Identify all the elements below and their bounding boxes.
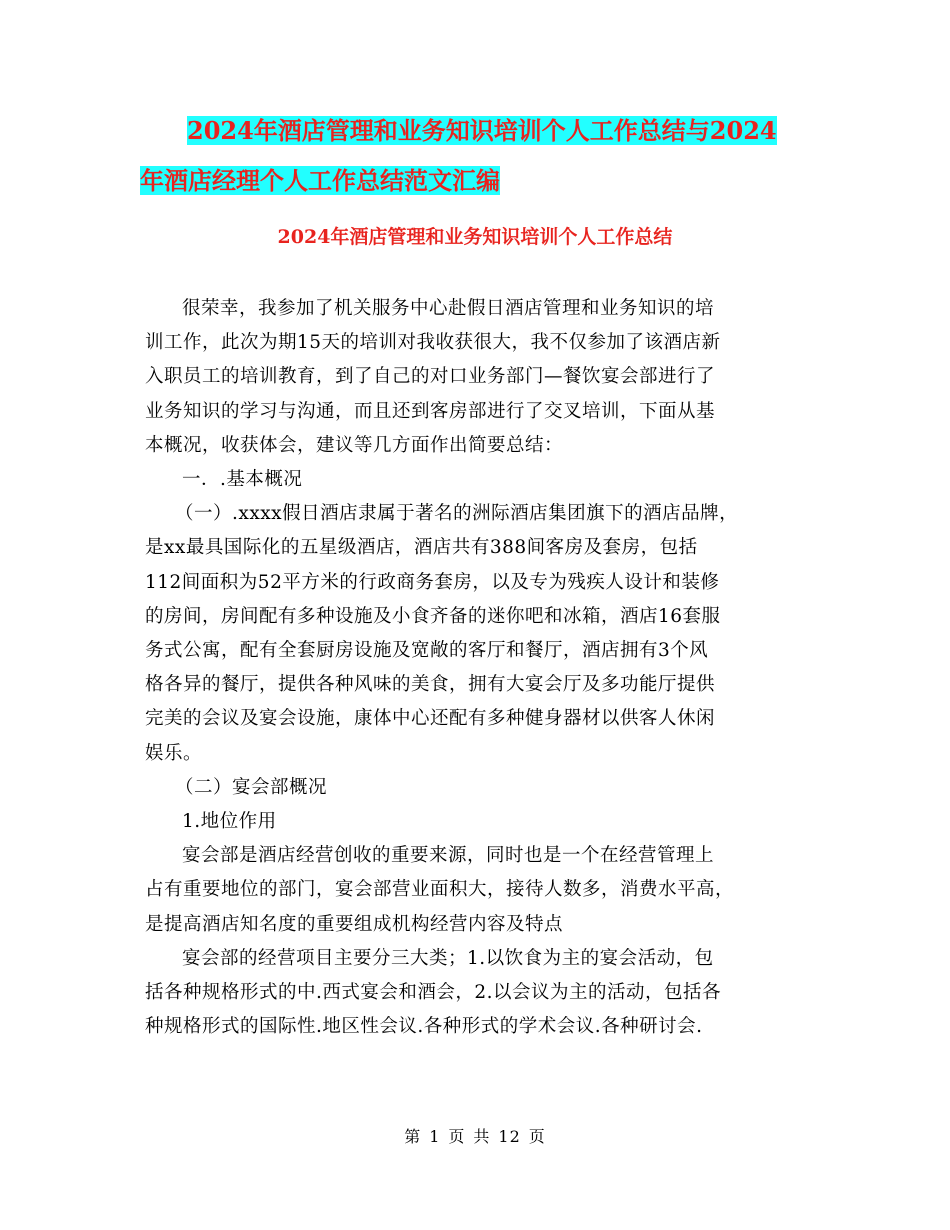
paragraph-line: 很荣幸，我参加了机关服务中心赴假日酒店管理和业务知识的培	[182, 298, 715, 319]
paragraph-line: 是xx最具国际化的五星级酒店，酒店共有388间客房及套房，包括	[145, 537, 698, 559]
section-heading: 1.地位作用	[182, 811, 277, 833]
page-unit: 页	[448, 1127, 466, 1146]
page-footer	[0, 1125, 950, 1149]
title-line-1: 2024年酒店管理和业务知识培训个人工作总结与2024	[187, 116, 777, 145]
paragraph-line: 宴会部是酒店经营创收的重要来源，同时也是一个在经营管理上	[182, 845, 715, 867]
paragraph-line: 的房间，房间配有多种设施及小食齐备的迷你吧和冰箱，酒店16套服	[145, 605, 721, 627]
section-heading: 一．.基本概况	[182, 469, 303, 491]
total-label: 共	[473, 1127, 491, 1146]
page-number: 1	[429, 1127, 441, 1146]
paragraph-line: 入职员工的培训教育，到了自己的对口业务部门—餐饮宴会部进行了	[145, 366, 716, 388]
section-title: 2024年酒店管理和业务知识培训个人工作总结	[277, 226, 673, 248]
document-body	[145, 292, 835, 1044]
paragraph-line: 格各异的餐厅，提供各种风味的美食，拥有大宴会厅及多功能厅提供	[145, 674, 716, 696]
document-title	[140, 106, 840, 206]
paragraph-line: 本概况，收获体会，建议等几方面作出简要总结：	[145, 434, 564, 456]
paragraph-line: （一）.xxxx假日酒店隶属于著名的洲际酒店集团旗下的酒店品牌，	[175, 503, 739, 525]
paragraph-line: 业务知识的学习与沟通，而且还到客房部进行了交叉培训，下面从基	[145, 400, 716, 422]
paragraph-line: 种规格形式的国际性.地区性会议.各种形式的学术会议.各种研讨会.	[145, 1016, 703, 1038]
paragraph-line: 是提高酒店知名度的重要组成机构经营内容及特点	[145, 913, 564, 935]
paragraph-line: 宴会部的经营项目主要分三大类；1.以饮食为主的宴会活动，包	[182, 947, 714, 969]
page-label: 第	[404, 1127, 422, 1146]
section-heading: （二）宴会部概况	[175, 776, 328, 798]
paragraph-line: 务式公寓，配有全套厨房设施及宽敞的客厅和餐厅，酒店拥有3个风	[145, 640, 709, 662]
title-line-2: 年酒店经理个人工作总结范文汇编	[140, 166, 500, 195]
total-pages: 12	[498, 1127, 521, 1146]
paragraph-line: 括各种规格形式的中.西式宴会和酒会，2.以会议为主的活动，包括各	[145, 982, 722, 1004]
paragraph-line: 112间面积为52平方米的行政商务套房，以及专为残疾人设计和装修	[145, 571, 720, 593]
paragraph-line: 娱乐。	[145, 742, 203, 764]
paragraph-line: 完美的会议及宴会设施，康体中心还配有多种健身器材以供客人休闲	[145, 708, 716, 730]
total-unit: 页	[528, 1127, 546, 1146]
paragraph-line: 占有重要地位的部门，宴会部营业面积大，接待人数多，消费水平高，	[145, 879, 735, 901]
paragraph-line: 训工作，此次为期15天的培训对我收获很大，我不仅参加了该酒店新	[145, 332, 721, 354]
